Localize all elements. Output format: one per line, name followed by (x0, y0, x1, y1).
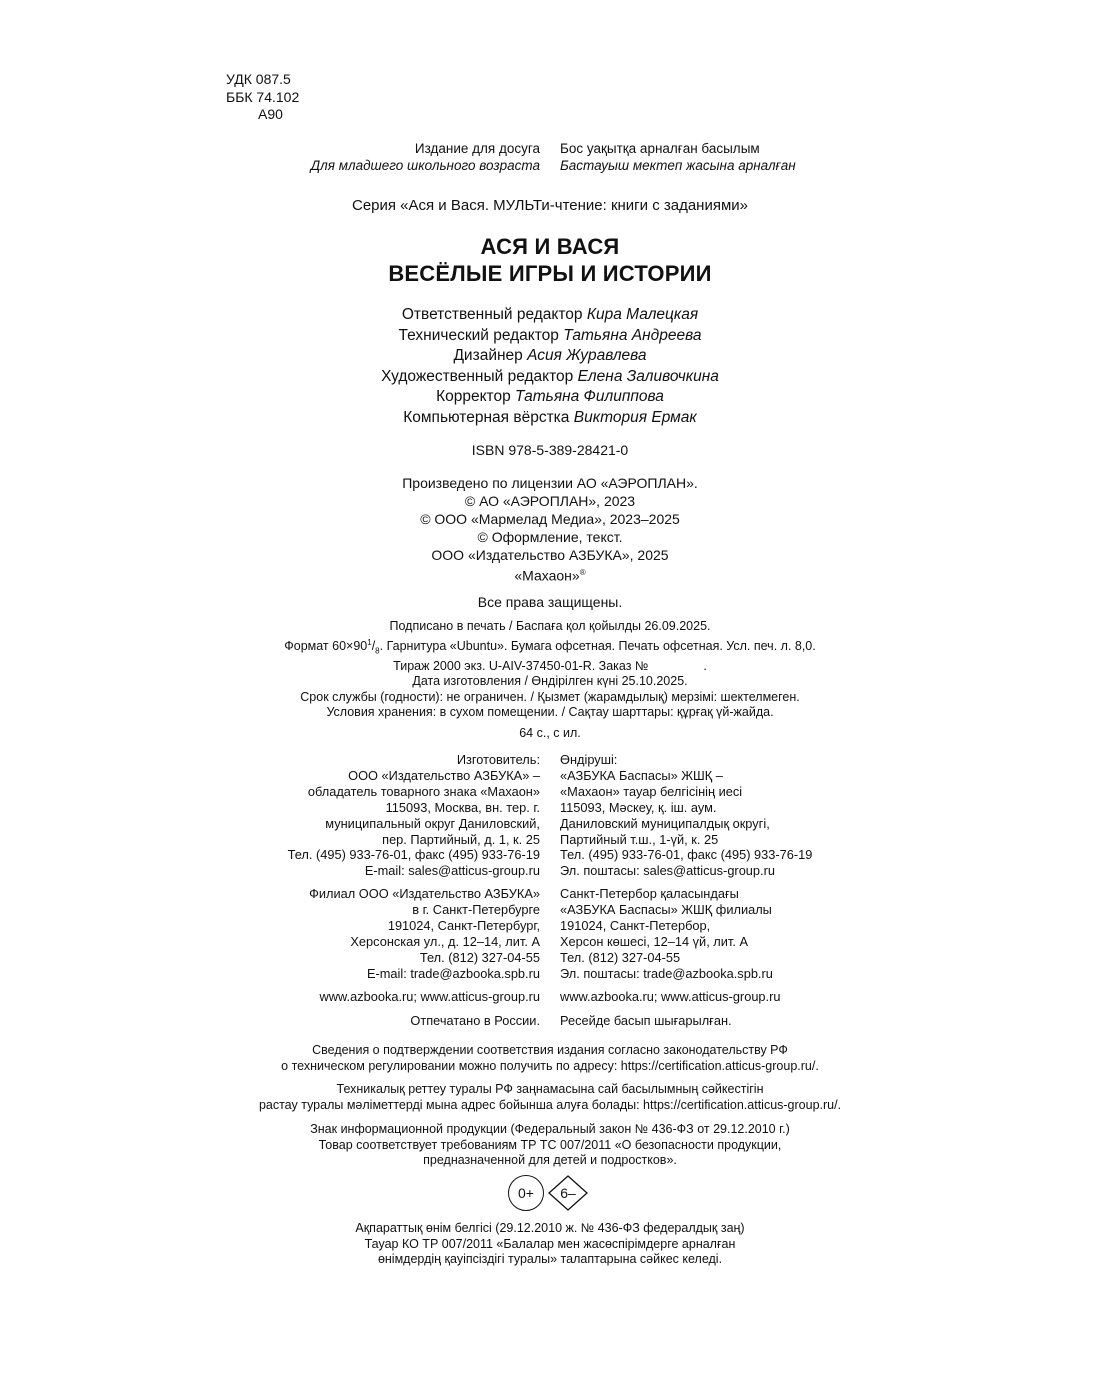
manufacturer-kz-line: Партийный т.ш., 1-үй, к. 25 (560, 831, 719, 847)
info-mark-ru-line: Товар соответствует требованиям ТР ТС 007/2011 «О безопасности продукции, (318, 1137, 782, 1152)
manufacturer-ru-line: обладатель товарного знака «Махаон» (307, 783, 540, 799)
credit-line (0, 305, 1100, 326)
copyright-line: Произведено по лицензии АО «АЭРОПЛАН». (402, 475, 698, 491)
book-title-line-1: АСЯ И ВАСЯ (480, 234, 620, 259)
run-line: Тираж 2000 экз. U-AIV-37450-01-R. Заказ № . (393, 658, 707, 673)
manufacturer-ru-email: E-mail: sales@atticus-group.ru (364, 863, 540, 879)
manufacturer-kz-line: «Махаон» тауар белгісінің иесі (560, 783, 743, 799)
format-line: Формат $60\times 90^1/_8$. Гарнитура «Ubuntu». Бумага офсетная. Печать офсетная. Усл. печ. л. 8,0. (284, 637, 816, 656)
credit-name: Елена Заливочкина (577, 367, 719, 385)
print-info (0, 619, 1100, 721)
manufacturer-ru-line: муниципальный округ Даниловский, (325, 815, 540, 831)
edition-type-kz-1: Бос уақытқа арналған басылым (560, 141, 760, 156)
websites-ru: www.azbooka.ru; www.atticus-group.ru (319, 989, 540, 1004)
credit-line (0, 326, 1100, 347)
age-badge-diamond-label: 6– (560, 1185, 576, 1201)
branch-ru-line: Тел. (812) 327-04-55 (419, 949, 540, 965)
manufacturer-kz-line: Тел. (495) 933-76-01, факс (495) 933-76-19 (560, 847, 813, 863)
credit-role: Ответственный редактор (401, 306, 583, 323)
credit-name: Асия Журавлева (527, 347, 647, 364)
brand-name: «Махаон» (514, 567, 580, 584)
manufacturer-kz-line: Өндіруші: (560, 752, 618, 767)
branch-ru-line: 191024, Санкт-Петербург, (387, 917, 540, 933)
storage-line: Условия хранения: в сухом помещении. / Сақтау шарттары: құрғақ үй-жайда. (326, 705, 774, 720)
book-title (0, 233, 1100, 287)
manufacturer-kz-line: 115093, Мәскеу, қ. іш. аум. (560, 799, 717, 815)
certification-ru (0, 1043, 1100, 1074)
manufacturer-ru-line: ООО «Издательство АЗБУКА» – (348, 767, 540, 783)
bbk-code: ББК 74.102 (226, 88, 300, 105)
websites-kz: www.azbooka.ru; www.atticus-group.ru (560, 989, 781, 1004)
manufacturer-kz-line: «АЗБУКА Баспасы» ЖШҚ – (560, 767, 723, 783)
credit-role: Технический редактор (398, 326, 559, 344)
isbn: ISBN 978-5-389-28421-0 (471, 442, 629, 458)
registered-mark: ® (579, 568, 586, 577)
shelf-life-line: Срок службы (годности): не ограничен. / Қызмет (жарамдылық) мерзімі: шектелмеген. (300, 689, 800, 704)
info-mark-kz (0, 1221, 1100, 1268)
manufacturer-ru-line: Тел. (495) 933-76-01, факс (495) 933-76-19 (287, 847, 540, 863)
copyright-line: © ООО «Мармелад Медиа», 2023–2025 (420, 511, 680, 527)
credit-line (0, 387, 1100, 408)
credit-role: Художественный редактор (381, 367, 574, 385)
manufacturer-ru-line: пер. Партийный, д. 1, к. 25 (382, 831, 540, 847)
credit-role: Корректор (436, 388, 511, 405)
credit-role: Дизайнер (453, 347, 523, 364)
branch-ru-line: в г. Санкт-Петербурге (412, 901, 540, 917)
info-mark-kz-line: өнімдердің қауіпсіздігі туралы» талаптарына сәйкес келеді. (377, 1252, 723, 1266)
info-mark-ru (0, 1122, 1100, 1169)
branch-kz-line: «АЗБУКА Баспасы» ЖШҚ филиалы (560, 901, 772, 917)
author-mark: А90 (258, 106, 283, 122)
age-badge-diamond (548, 1175, 588, 1211)
branch-ru-line: Филиал ООО «Издательство АЗБУКА» (309, 886, 540, 901)
manufacturer-kz-email: Эл. поштасы: sales@atticus-group.ru (560, 863, 775, 879)
copyright-line: ООО «Издательство АЗБУКА», 2025 (431, 547, 669, 563)
credit-role: Компьютерная вёрстка (403, 408, 570, 426)
certification-kz (0, 1082, 1100, 1113)
info-mark-ru-line: предназначенной для детей и подростков». (423, 1153, 677, 1167)
certification-kz-line: растау туралы мәліметтерді мына адрес бойынша алуға болады: https://certification.atticus-group.ru/. (258, 1097, 842, 1112)
branch-kz-email: Эл. поштасы: trade@azbooka.spb.ru (560, 965, 773, 981)
age-badge-circle (508, 1175, 544, 1211)
rights-reserved: Все права защищены. (477, 594, 623, 610)
series-line: Серия «Ася и Вася. МУЛЬТи-чтение: книги с заданиями» (351, 197, 748, 214)
credit-line (0, 346, 1100, 367)
info-mark-ru-line: Знак информационной продукции (Федеральный закон № 436-ФЗ от 29.12.2010 г.) (310, 1122, 790, 1136)
certification-ru-line: Сведения о подтверждении соответствия издания согласно законодательству РФ (312, 1043, 788, 1057)
credit-name: Татьяна Филиппова (515, 388, 664, 405)
copyright-block (0, 474, 1100, 585)
edition-type-ru-1: Издание для досуга (414, 141, 540, 156)
credit-line (0, 408, 1100, 429)
date-line: Дата изготовления / Өндірілген күні 25.10.2025. (412, 674, 688, 689)
classification-block (226, 71, 299, 124)
manufacturer-ru-line: Изготовитель: (456, 752, 540, 767)
edition-type-kz-2: Бастауыш мектеп жасына арналған (560, 158, 796, 173)
copyright-line (0, 564, 1100, 585)
edition-type-ru-2: Для младшего школьного возраста (310, 158, 540, 173)
printed-in-ru: Отпечатано в России. (410, 1013, 540, 1028)
certification-kz-line: Техникалық реттеу туралы РФ заңнамасына сай басылымның сәйкестігін (336, 1082, 764, 1096)
branch-kz-line: Херсон көшесі, 12–14 үй, лит. А (560, 933, 749, 949)
credit-line (0, 367, 1100, 388)
manufacturer-ru-line: 115093, Москва, вн. тер. г. (385, 799, 540, 815)
branch-kz-line: 191024, Санкт-Петербор, (560, 917, 711, 933)
branch-ru-line: Херсонская ул., д. 12–14, лит. А (350, 933, 540, 949)
age-rating-badges (508, 1175, 598, 1215)
copyright-line: © Оформление, текст. (477, 529, 623, 545)
credit-name: Татьяна Андреева (563, 326, 702, 344)
udk-code: УДК 087.5 (226, 71, 291, 87)
credit-name: Кира Малецкая (586, 306, 699, 323)
page-count: 64 с., с ил. (519, 726, 581, 740)
credit-name: Виктория Ермак (573, 408, 697, 426)
signed-line: Подписано в печать / Баспаға қол қойылды 26.09.2025. (389, 619, 711, 633)
branch-kz-line: Санкт-Петербор қаласындағы (560, 886, 739, 901)
certification-ru-line: о техническом регулировании можно получить по адресу: https://certification.atticus-group.ru/. (281, 1058, 819, 1073)
manufacturer-kz-line: Даниловский муниципалдық округі, (560, 815, 770, 831)
age-badge-circle-label: 0+ (518, 1185, 534, 1201)
info-mark-kz-line: Тауар КО ТР 007/2011 «Балалар мен жасөспірімдерге арналған (364, 1236, 736, 1251)
printed-in-kz: Ресейде басып шығарылған. (560, 1013, 732, 1028)
copyright-line: © АО «АЭРОПЛАН», 2023 (464, 493, 636, 509)
book-title-line-2: ВЕСЁЛЫЕ ИГРЫ И ИСТОРИИ (388, 261, 712, 286)
info-mark-kz-line: Ақпараттық өнім белгісі (29.12.2010 ж. № 436-ФЗ федералдық заң) (355, 1221, 745, 1235)
credits-block (0, 305, 1100, 428)
branch-ru-email: E-mail: trade@azbooka.spb.ru (366, 965, 540, 981)
branch-kz-line: Тел. (812) 327-04-55 (560, 949, 681, 965)
